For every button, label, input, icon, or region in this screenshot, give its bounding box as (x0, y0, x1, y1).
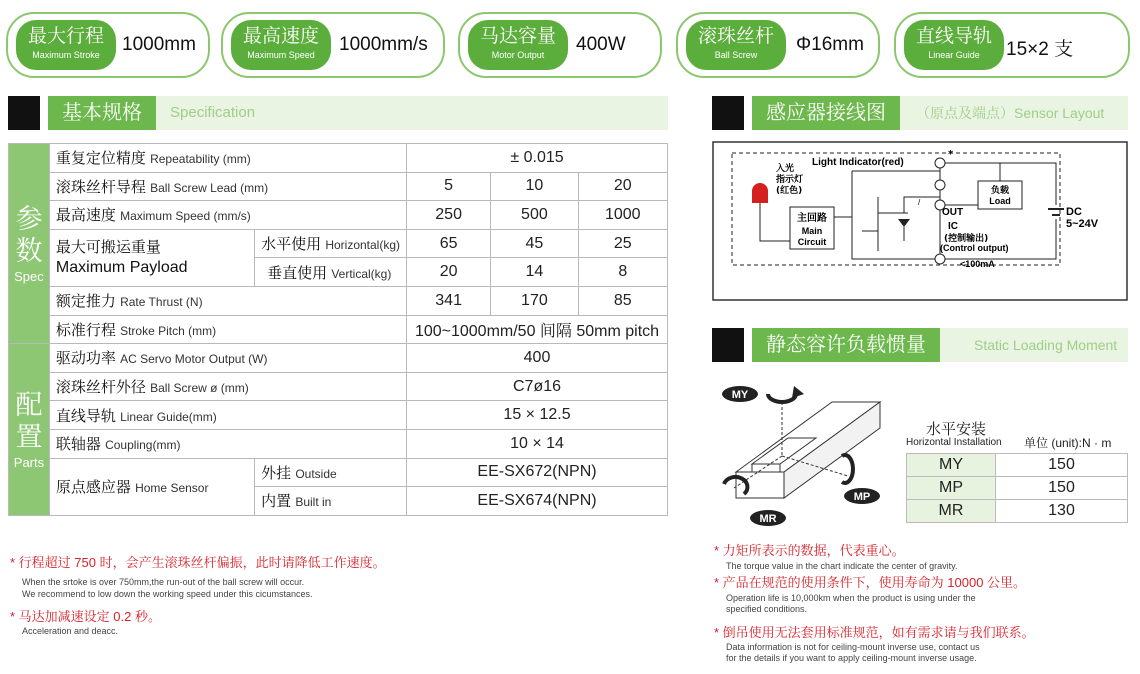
header-block (8, 96, 40, 130)
in-light-cn-2: 指示灯 (776, 175, 804, 185)
slider-front (752, 464, 780, 472)
pill-value: 1000mm/s (339, 34, 428, 55)
table-row (9, 201, 668, 230)
value-cell: ± 0.015 (407, 144, 668, 173)
note-accel-red: * 马达加减速设定 0.2 秒。 (10, 609, 161, 624)
load-en: Load (989, 196, 1011, 206)
moment-value: 130 (996, 500, 1128, 523)
label-cn: 滚珠丝杆外径 (55, 379, 146, 397)
terminal (935, 180, 945, 190)
sub-label (255, 458, 407, 487)
table-row (9, 401, 668, 430)
header-block (712, 96, 744, 130)
row-label (49, 201, 406, 230)
value-cell: 85 (578, 286, 667, 315)
sub-label (255, 487, 407, 516)
spec-header (8, 96, 668, 130)
label-en: Outside (295, 466, 337, 481)
side-label-en: Spec (14, 269, 44, 285)
moment-table (906, 453, 1128, 523)
row-label (49, 172, 406, 201)
pill-title: 滚珠丝杆 (697, 26, 774, 47)
side-label: 配置 (15, 389, 43, 452)
row-label (49, 229, 254, 286)
sub-label (255, 258, 407, 287)
label-cn: 垂直使用 (267, 264, 328, 282)
in-light-cn-1: 入光 (776, 164, 795, 174)
side-spec (9, 144, 50, 344)
row-label (49, 401, 406, 430)
note-stroke-en1: When the srtoke is over 750mm,the run-out of the ball screw will occur. (22, 577, 305, 587)
moment-illustration (712, 372, 902, 532)
ic-label: IC (948, 221, 958, 232)
label-en: Linear Guide(mm) (120, 409, 217, 424)
pill-value: 15×2 支 (1006, 39, 1074, 60)
zener-label: / (918, 198, 921, 207)
pill-value: 400W (576, 34, 626, 55)
label-cn: 水平使用 (261, 236, 322, 254)
row-label (49, 429, 406, 458)
pill-subtitle: Motor Output (491, 50, 545, 60)
pill-subtitle: Ball Screw (714, 50, 758, 60)
moment-header (712, 328, 1128, 362)
header-subtitle: Static Loading Moment (974, 337, 1118, 353)
label-cn: 直线导轨 (55, 407, 116, 425)
label-cn: 原点感应器 (55, 479, 131, 497)
table-row (907, 500, 1128, 523)
label-cn: 额定推力 (55, 293, 116, 311)
label-en: Coupling(mm) (105, 438, 181, 453)
value-cell: 500 (491, 201, 578, 230)
label-en: Home Sensor (135, 481, 209, 496)
note-life-red: * 产品在规范的使用条件下，使用寿命为 10000 公里。 (714, 575, 1027, 590)
note-life-en1: Operation life is 10,000km when the product is using under the (726, 593, 976, 603)
value-cell: 20 (578, 172, 667, 201)
pill-max-stroke (6, 12, 210, 78)
row-label (49, 344, 406, 373)
in-light-cn-3: (红色) (776, 186, 803, 196)
main-circuit-en1: Main (801, 226, 823, 236)
pill-title: 直线导轨 (915, 26, 992, 47)
header-title: 感应器接线图 (752, 96, 900, 130)
moment-value: 150 (996, 454, 1128, 477)
value-cell: 20 (407, 258, 491, 287)
pill-badge (231, 20, 331, 70)
mp-rotation-arrow-icon (842, 455, 853, 483)
moment-key: MY (907, 454, 996, 477)
value-cell: 15 × 12.5 (407, 401, 668, 430)
label-en: Repeatability (mm) (150, 152, 251, 167)
row-label (49, 315, 406, 344)
load-cn: 负载 (990, 186, 1010, 196)
out-label: OUT (942, 207, 964, 218)
header-title: 静态容许负载惯量 (752, 328, 940, 362)
label-en: Horizontal(kg) (325, 238, 401, 253)
pill-badge (468, 20, 568, 70)
sensor-header (712, 96, 1128, 130)
value-cell: 250 (407, 201, 491, 230)
dc-voltage: 5~24V (1066, 218, 1099, 230)
label-en: Maximum Payload (55, 258, 188, 276)
pill-max-speed (221, 12, 445, 78)
label-en: Ball Screw Lead (mm) (150, 180, 269, 195)
side-label: 参数 (15, 204, 43, 267)
header-subtitle: （原点及端点）Sensor Layout (916, 105, 1105, 121)
value-cell: 65 (407, 229, 491, 258)
rail-front (736, 472, 784, 498)
table-row (9, 172, 668, 201)
value-cell: 5 (407, 172, 491, 201)
header-subtitle: Specification (170, 104, 256, 121)
header-block (712, 328, 744, 362)
install-cn: 水平安装 (926, 421, 987, 438)
label-cn: 联轴器 (55, 436, 101, 454)
value-cell: 400 (407, 344, 668, 373)
label-cn: 重复定位精度 (55, 150, 146, 168)
label-en: Rate Thrust (N) (120, 295, 203, 310)
table-row (9, 344, 668, 373)
value-cell: EE-SX674(NPN) (407, 487, 668, 516)
current-limit: <100mA (960, 259, 995, 269)
note-ceiling-en1: Data information is not for ceiling-mount inverse use, contact us (726, 642, 980, 652)
note-stroke-en2: We recommend to low down the working speed under this cicumstances. (22, 589, 313, 599)
pill-badge (16, 20, 116, 70)
spec-table (8, 143, 668, 516)
label-cn: 内置 (261, 493, 292, 511)
table-row (9, 458, 668, 487)
label-en: Maximum Speed (mm/s) (120, 209, 251, 224)
star-mark: * (948, 149, 954, 160)
value-cell: 45 (491, 229, 578, 258)
table-row (907, 454, 1128, 477)
mp-label: MP (853, 491, 871, 503)
row-label (49, 144, 406, 173)
value-cell: 1000 (578, 201, 667, 230)
value-cell: 8 (578, 258, 667, 287)
note-stroke-red: * 行程超过 750 时，会产生滚珠丝杆偏振，此时请降低工作速度。 (10, 555, 386, 570)
install-en: Horizontal Installation (906, 437, 1002, 448)
my-rotation-arrow-icon (768, 394, 796, 402)
label-en: Ball Screw ø (mm) (150, 381, 249, 396)
row-label (49, 458, 254, 515)
value-cell: 170 (491, 286, 578, 315)
label-cn: 最大可搬运重量 (55, 238, 161, 256)
dc-label: DC (1066, 206, 1082, 218)
note-accel-en: Acceleration and deacc. (22, 626, 119, 636)
label-cn: 外挂 (261, 464, 292, 482)
pill-value: Φ16mm (796, 34, 864, 55)
moment-key: MR (907, 500, 996, 523)
note-life-en2: specified conditions. (726, 604, 808, 614)
unit-label: 单位 (unit):N · m (1024, 436, 1112, 450)
note-torque-red: * 力矩所表示的数据，代表重心。 (714, 543, 905, 558)
note-ceiling-en2: for the details if you want to apply ceiling-mount inverse usage. (726, 653, 977, 663)
pill-title: 最大行程 (27, 26, 104, 47)
value-cell: 10 × 14 (407, 429, 668, 458)
sensor-wiring-diagram (712, 141, 1128, 301)
value-cell: 100~1000mm/50 间隔 50mm pitch (407, 315, 668, 344)
value-cell: C7ø16 (407, 372, 668, 401)
pill-subtitle: Maximum Stroke (32, 50, 100, 60)
side-label-en: Parts (13, 454, 45, 470)
mr-label: MR (759, 513, 777, 525)
table-row (907, 477, 1128, 500)
pill-linear-guide (894, 12, 1130, 78)
note-ceiling-red: * 倒吊使用无法套用标准规范，如有需求请与我们联系。 (714, 625, 1035, 640)
value-cell: EE-SX672(NPN) (407, 458, 668, 487)
pill-title: 马达容量 (479, 26, 556, 47)
table-row (9, 315, 668, 344)
label-cn: 滚珠丝杆导程 (55, 178, 146, 196)
side-parts (9, 344, 50, 516)
moment-value: 150 (996, 477, 1128, 500)
my-label: MY (731, 389, 749, 401)
pill-subtitle: Maximum Speed (247, 50, 315, 60)
label-en: Stroke Pitch (mm) (120, 323, 217, 338)
table-row (9, 372, 668, 401)
label-cn: 驱动功率 (55, 350, 116, 368)
terminal-plus (935, 158, 945, 168)
sub-label (255, 229, 407, 258)
pill-subtitle: Linear Guide (928, 50, 980, 60)
control-output-en: (Control output) (940, 243, 1009, 253)
control-output-cn: (控制输出) (944, 234, 989, 244)
red-lamp-icon (752, 183, 768, 203)
header-title: 基本规格 (48, 96, 156, 130)
table-row (9, 286, 668, 315)
value-cell: 10 (491, 172, 578, 201)
main-circuit-cn: 主回路 (797, 213, 827, 224)
label-en: Built in (295, 495, 332, 510)
label-cn: 标准行程 (55, 321, 116, 339)
label-en: Vertical(kg) (331, 266, 392, 281)
arrow-head-icon (792, 386, 804, 398)
terminal-minus (935, 254, 945, 264)
note-torque-en: The torque value in the chart indicate the center of gravity. (726, 561, 958, 571)
value-cell: 14 (491, 258, 578, 287)
value-cell: 341 (407, 286, 491, 315)
pill-badge (904, 20, 1004, 70)
table-row (9, 229, 668, 258)
row-label (49, 286, 406, 315)
main-circuit-en2: Circuit (797, 237, 827, 247)
pill-value: 1000mm (122, 34, 196, 55)
moment-key: MP (907, 477, 996, 500)
light-indicator-label: Light Indicator(red) (812, 157, 904, 168)
label-en: AC Servo Motor Output (W) (120, 352, 268, 367)
table-row (9, 144, 668, 173)
value-cell: 25 (578, 229, 667, 258)
pill-badge (686, 20, 786, 70)
row-label (49, 372, 406, 401)
pill-title: 最高速度 (242, 26, 319, 47)
table-row (9, 429, 668, 458)
pill-ball-screw (676, 12, 880, 78)
pill-motor-output (458, 12, 662, 78)
label-cn: 最高速度 (55, 207, 116, 225)
